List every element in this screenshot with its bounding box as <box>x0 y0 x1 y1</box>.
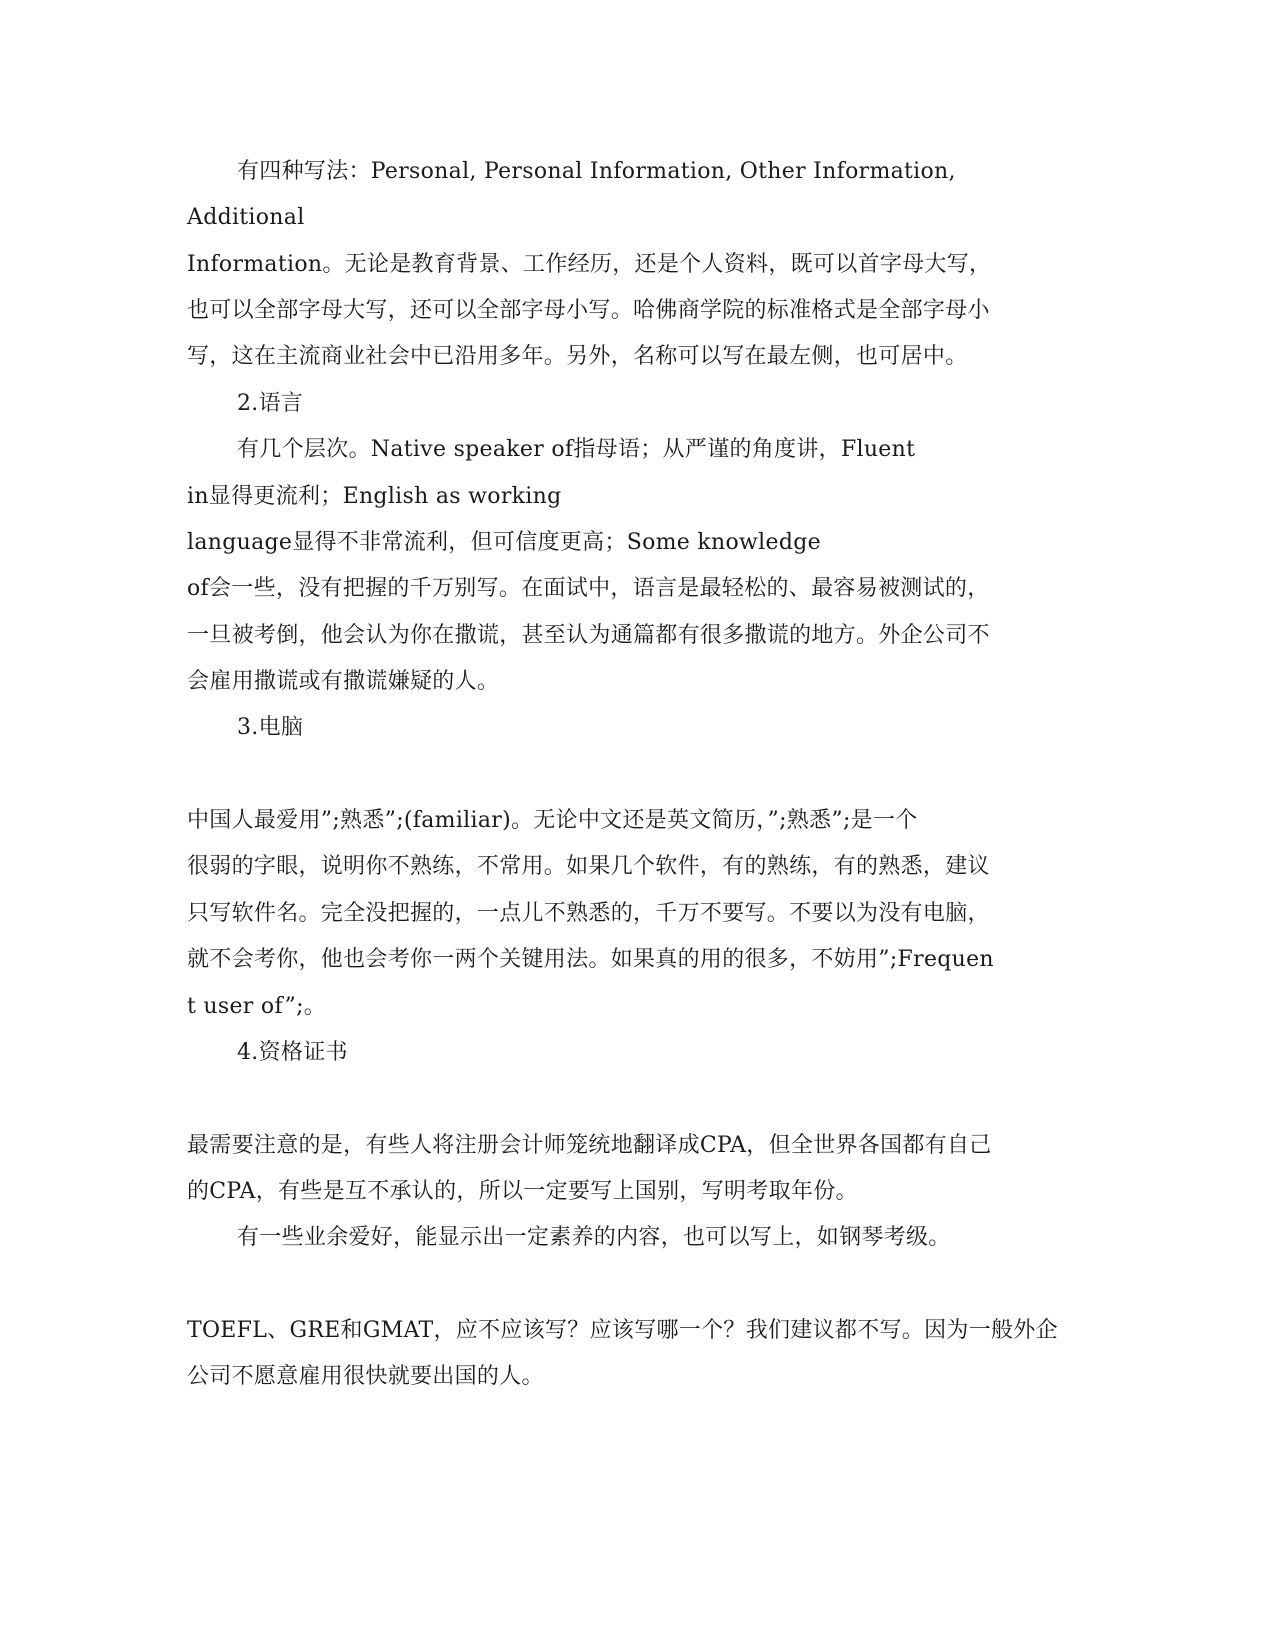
paragraph-line: language显得不非常流利，但可信度更高；Some knowledge <box>187 530 821 555</box>
paragraph-line: Additional <box>187 205 305 230</box>
section-heading-computer: 3.电脑 <box>237 715 304 740</box>
paragraph-line: 有几个层次。Native speaker of指母语；从严谨的角度讲，Fluent <box>237 437 916 462</box>
paragraph-line: 只写软件名。完全没把握的，一点儿不熟悉的，千万不要写。不要以为没有电脑， <box>187 901 990 926</box>
paragraph-line: TOEFL、GRE和GMAT，应不应该写？应该写哪一个？我们建议都不写。因为一般外企 <box>187 1318 1058 1343</box>
paragraph-line: 有一些业余爱好，能显示出一定素养的内容，也可以写上，如钢琴考级。 <box>237 1225 951 1250</box>
paragraph-line: of会一些，没有把握的千万别写。在面试中，语言是最轻松的、最容易被测试的， <box>187 576 990 601</box>
section-heading-language: 2.语言 <box>237 391 304 416</box>
paragraph-line: 写，这在主流商业社会中已沿用多年。另外，名称可以写在最左侧，也可居中。 <box>187 344 968 369</box>
paragraph-line: 最需要注意的是，有些人将注册会计师笼统地翻译成CPA，但全世界各国都有自己 <box>187 1133 992 1158</box>
paragraph-line: 一旦被考倒，他会认为你在撒谎，甚至认为通篇都有很多撒谎的地方。外企公司不 <box>187 623 990 648</box>
section-heading-certificates: 4.资格证书 <box>237 1040 348 1065</box>
paragraph-line: 的CPA，有些是互不承认的，所以一定要写上国别，写明考取年份。 <box>187 1179 858 1204</box>
paragraph-line: 很弱的字眼，说明你不熟练，不常用。如果几个软件，有的熟练，有的熟悉，建议 <box>187 854 990 879</box>
paragraph-line: 就不会考你，他也会考你一两个关键用法。如果真的用的很多，不妨用”;Frequen <box>187 947 994 972</box>
paragraph-line: Information。无论是教育背景、工作经历，还是个人资料，既可以首字母大写， <box>187 252 992 277</box>
paragraph-line: in显得更流利；English as working <box>187 484 562 509</box>
paragraph-line: 也可以全部字母大写，还可以全部字母小写。哈佛商学院的标准格式是全部字母小 <box>187 298 990 323</box>
paragraph-line: 公司不愿意雇用很快就要出国的人。 <box>187 1364 544 1389</box>
paragraph-line: 有四种写法：Personal, Personal Information, Other Information, <box>237 159 956 184</box>
paragraph-line: t user of”;。 <box>187 994 327 1019</box>
paragraph-line: 会雇用撒谎或有撒谎嫌疑的人。 <box>187 669 500 694</box>
paragraph-line: 中国人最爱用”;熟悉”;(familiar)。无论中文还是英文简历，”;熟悉”;是一个 <box>187 808 918 833</box>
